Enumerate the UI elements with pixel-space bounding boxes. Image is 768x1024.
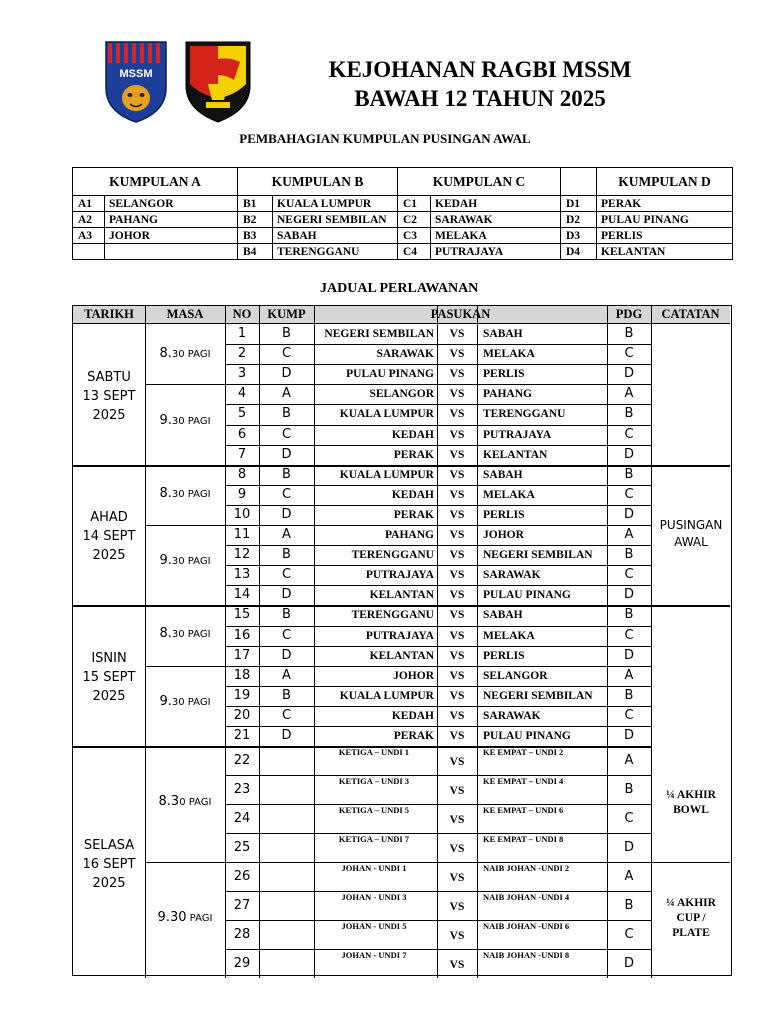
group-team — [105, 244, 238, 260]
header-tarikh: TARIKH — [84, 307, 134, 321]
match-group: D — [281, 728, 292, 743]
pitch: B — [624, 607, 634, 623]
match-group: D — [281, 587, 292, 603]
team-away: NAIB JOHAN -UNDI 6 — [483, 921, 570, 932]
day-year: 2025 — [92, 876, 126, 891]
vs-label: VS — [449, 448, 465, 461]
day-saturday — [73, 368, 145, 425]
team-home: PERAK — [393, 448, 434, 461]
pitch: C — [624, 486, 634, 502]
team-away: KE EMPAT – UNDI 4 — [483, 776, 564, 787]
group-header-d-spacer — [561, 168, 597, 196]
match-group — [259, 746, 314, 775]
team-away: SABAH — [483, 609, 523, 622]
match-group: B — [282, 406, 291, 422]
group-team: SELANGOR — [105, 196, 238, 212]
vs-label: VS — [449, 901, 465, 914]
team-away: KELANTAN — [483, 448, 548, 461]
pitch: C — [624, 346, 634, 362]
team-home: KUALA LUMPUR — [339, 408, 434, 421]
vs-label: VS — [449, 689, 465, 702]
match-number: 20 — [233, 707, 251, 723]
header-pasukan: PASUKAN — [430, 307, 491, 321]
group-team: NEGERI SEMBILAN — [273, 212, 398, 228]
group-team: PULAU PINANG — [597, 212, 733, 228]
team-home: KETIGA – UNDI 7 — [338, 834, 410, 845]
match-schedule — [72, 305, 732, 976]
match-group: C — [281, 707, 292, 723]
pitch: C — [624, 811, 634, 827]
team-away: KE EMPAT – UNDI 8 — [483, 834, 564, 845]
header-no: NO — [232, 307, 252, 321]
vs-label: VS — [449, 589, 465, 602]
team-away: JOHOR — [483, 529, 524, 541]
group-code: D2 — [561, 212, 597, 228]
group-code: B4 — [238, 244, 273, 260]
group-team: KUALA LUMPUR — [273, 196, 398, 212]
match-number: 6 — [237, 426, 247, 442]
pitch: D — [623, 366, 634, 382]
team-away: PERLIS — [483, 368, 525, 381]
team-away: MELAKA — [483, 488, 535, 501]
match-group: B — [282, 547, 291, 563]
group-team: SARAWAK — [431, 212, 561, 228]
pitch: C — [624, 707, 634, 723]
match-group: C — [281, 627, 292, 643]
match-group: D — [281, 506, 292, 522]
match-number: 1 — [237, 326, 247, 341]
vs-label: VS — [449, 428, 465, 441]
group-header-c: KUMPULAN C — [398, 168, 561, 196]
match-number: 13 — [233, 567, 251, 583]
team-home: KEDAH — [391, 428, 434, 441]
group-row — [73, 244, 733, 260]
group-header-d: KUMPULAN D — [597, 168, 733, 196]
schedule-header-row — [73, 306, 730, 324]
vs-label: VS — [449, 930, 465, 943]
team-home: KELANTAN — [369, 589, 434, 602]
group-code: B3 — [238, 228, 273, 244]
match-group: C — [281, 426, 292, 442]
match-number: 17 — [233, 647, 251, 663]
vs-label: VS — [449, 609, 465, 622]
group-code: C4 — [398, 244, 431, 260]
match-group — [259, 775, 314, 804]
team-home: JOHAN - UNDI 7 — [341, 950, 407, 961]
group-code: C2 — [398, 212, 431, 228]
team-home: PUTRAJAYA — [365, 569, 434, 582]
match-number: 9 — [237, 486, 247, 502]
group-team: PERLIS — [597, 228, 733, 244]
pitch: A — [624, 386, 634, 402]
team-home: JOHAN - UNDI 1 — [341, 863, 407, 874]
team-away: SARAWAK — [483, 569, 541, 582]
team-away: NAIB JOHAN -UNDI 8 — [483, 950, 570, 961]
team-home: TERENGGANU — [351, 549, 434, 562]
group-code: D3 — [561, 228, 597, 244]
vs-label: VS — [449, 669, 465, 682]
match-group — [259, 833, 314, 862]
pitch: B — [624, 326, 634, 341]
team-away: PERLIS — [483, 649, 525, 662]
pitch: C — [624, 627, 634, 643]
time-slot: 8.30 PAGI — [159, 346, 211, 361]
day-year: 2025 — [92, 689, 126, 704]
mssm-logo-text: MSSM — [119, 68, 153, 80]
day-name: AHAD — [90, 510, 128, 525]
group-code: A3 — [73, 228, 105, 244]
team-home: SARAWAK — [376, 348, 434, 361]
group-code: D1 — [561, 196, 597, 212]
match-number: 16 — [233, 627, 251, 643]
team-home: PERAK — [393, 730, 434, 742]
time-slot: 9.30 PAGI — [159, 413, 211, 428]
group-code: D4 — [561, 244, 597, 260]
team-away: SABAH — [483, 328, 523, 340]
group-team: KEDAH — [431, 196, 561, 212]
group-team: JOHOR — [105, 228, 238, 244]
match-number: 26 — [233, 869, 251, 885]
match-group: B — [282, 326, 291, 341]
group-code: C1 — [398, 196, 431, 212]
group-team: KELANTAN — [597, 244, 733, 260]
team-away: PAHANG — [483, 388, 532, 401]
header-kump: KUMP — [267, 307, 306, 321]
note-pusingan-awal: PUSINGAN AWAL — [659, 518, 723, 549]
team-away: SELANGOR — [483, 669, 548, 682]
schedule-title: JADUAL PERLAWANAN — [320, 281, 479, 296]
vs-label: VS — [449, 549, 465, 562]
team-home: NEGERI SEMBILAN — [324, 328, 434, 340]
pitch: A — [624, 869, 634, 885]
group-code: A1 — [73, 196, 105, 212]
negeri-sembilan-crest — [184, 40, 252, 124]
team-away: NAIB JOHAN -UNDI 2 — [483, 863, 570, 874]
team-home: JOHAN - UNDI 3 — [341, 892, 407, 903]
grid-line — [651, 306, 652, 978]
pitch: D — [623, 728, 634, 743]
header-pdg: PDG — [615, 307, 643, 321]
match-group: A — [282, 386, 291, 402]
match-number: 10 — [233, 506, 251, 522]
team-home: KETIGA – UNDI 5 — [338, 805, 410, 816]
vs-label: VS — [449, 959, 465, 972]
team-home: PAHANG — [385, 529, 434, 541]
time-slot: 8.30 PAGI — [159, 486, 211, 501]
vs-label: VS — [449, 756, 465, 769]
team-home: KUALA LUMPUR — [339, 689, 434, 702]
vs-label: VS — [449, 649, 465, 662]
day-name: SELASA — [83, 838, 135, 853]
team-home: KEDAH — [391, 709, 434, 722]
match-group: B — [282, 687, 291, 703]
match-group — [259, 891, 314, 920]
match-group: A — [282, 527, 291, 542]
vs-label: VS — [449, 529, 465, 541]
match-number: 8 — [237, 466, 247, 482]
team-home: JOHAN - UNDI 5 — [341, 921, 407, 932]
day-name: ISNIN — [91, 651, 127, 666]
team-home: KEDAH — [391, 488, 434, 501]
day-date: 16 SEPT — [82, 857, 136, 872]
pitch: A — [624, 667, 634, 683]
match-number: 12 — [233, 547, 251, 563]
match-number: 23 — [233, 782, 251, 798]
note-quarter-final-cup-plate: ¼ AKHIR CUP / PLATE — [666, 897, 716, 939]
match-number: 29 — [233, 956, 251, 972]
match-group — [259, 920, 314, 949]
day-monday — [73, 649, 145, 706]
team-away: MELAKA — [483, 629, 535, 642]
match-group: D — [281, 647, 292, 663]
group-header-b: KUMPULAN B — [238, 168, 398, 196]
time-slot: 9.30 PAGI — [157, 910, 213, 925]
pitch: D — [623, 587, 634, 603]
match-group: B — [282, 607, 291, 623]
grid-line — [145, 306, 146, 978]
team-away: MELAKA — [483, 348, 535, 361]
match-number: 2 — [237, 346, 247, 362]
match-group — [259, 862, 314, 891]
day-tuesday — [73, 836, 145, 893]
team-away: PULAU PINANG — [483, 730, 571, 742]
team-home: KELANTAN — [369, 649, 434, 662]
match-group: C — [281, 567, 292, 583]
group-header-a: KUMPULAN A — [73, 168, 238, 196]
day-sunday — [73, 508, 145, 565]
team-home: KETIGA – UNDI 1 — [338, 747, 410, 758]
group-row — [73, 196, 733, 212]
pitch: D — [623, 956, 634, 972]
pitch: C — [624, 426, 634, 442]
day-date: 14 SEPT — [82, 529, 136, 544]
match-number: 22 — [233, 753, 251, 769]
pitch: B — [624, 466, 634, 482]
match-group: D — [281, 446, 292, 462]
group-team: SABAH — [273, 228, 398, 244]
pitch: D — [623, 647, 634, 663]
group-code: A2 — [73, 212, 105, 228]
vs-label: VS — [449, 368, 465, 381]
vs-label: VS — [449, 488, 465, 501]
mssm-logo — [104, 40, 168, 124]
team-away: NEGERI SEMBILAN — [483, 549, 593, 562]
vs-label: VS — [449, 408, 465, 421]
team-home: SELANGOR — [369, 388, 434, 401]
match-number: 25 — [233, 840, 251, 856]
time-slot: 8.30 PAGI — [159, 626, 211, 641]
vs-label: VS — [449, 629, 465, 642]
group-code — [73, 244, 105, 260]
vs-label: VS — [449, 872, 465, 885]
group-row — [73, 228, 733, 244]
pitch: B — [624, 406, 634, 422]
match-number: 19 — [233, 687, 251, 703]
group-team: PERAK — [597, 196, 733, 212]
match-group: C — [281, 486, 292, 502]
team-away: NEGERI SEMBILAN — [483, 689, 593, 702]
match-number: 21 — [233, 728, 251, 743]
team-home: KUALA LUMPUR — [339, 468, 434, 481]
group-code: B1 — [238, 196, 273, 212]
header-masa: MASA — [166, 307, 204, 321]
team-away: KE EMPAT – UNDI 6 — [483, 805, 564, 816]
day-year: 2025 — [92, 548, 126, 563]
team-away: KE EMPAT – UNDI 2 — [483, 747, 564, 758]
vs-label: VS — [449, 843, 465, 856]
day-name: SABTU — [87, 370, 131, 385]
document-title-line1: KEJOHANAN RAGBI MSSM — [328, 57, 632, 82]
pitch: B — [624, 547, 634, 563]
team-away: PULAU PINANG — [483, 589, 571, 602]
group-header-row — [73, 168, 733, 196]
pitch: A — [624, 527, 634, 542]
team-home: KETIGA – UNDI 3 — [338, 776, 410, 787]
vs-label: VS — [449, 388, 465, 401]
team-away: SARAWAK — [483, 709, 541, 722]
match-group — [259, 949, 314, 978]
match-number: 27 — [233, 898, 251, 914]
match-number: 7 — [237, 446, 247, 462]
group-team: MELAKA — [431, 228, 561, 244]
match-group: C — [281, 346, 292, 362]
pitch: D — [623, 506, 634, 522]
group-row — [73, 212, 733, 228]
vs-label: VS — [449, 328, 465, 340]
team-away: PERLIS — [483, 508, 525, 521]
pitch: D — [623, 840, 634, 856]
vs-label: VS — [449, 468, 465, 481]
match-group: D — [281, 366, 292, 382]
header-catatan: CATATAN — [661, 307, 720, 321]
pitch: B — [624, 782, 634, 798]
match-group — [259, 804, 314, 833]
match-group: B — [282, 466, 291, 482]
note-quarter-final-bowl: ¼ AKHIR BOWL — [666, 789, 716, 816]
document-title-line2: BAWAH 12 TAHUN 2025 — [354, 86, 606, 111]
group-section-title: PEMBAHAGIAN KUMPULAN PUSINGAN AWAL — [239, 131, 531, 146]
pitch: B — [624, 687, 634, 703]
pitch: D — [623, 446, 634, 462]
match-number: 5 — [237, 406, 247, 422]
vs-label: VS — [449, 709, 465, 722]
match-group: A — [282, 667, 291, 683]
team-away: TERENGGANU — [483, 408, 566, 421]
vs-label: VS — [449, 730, 465, 742]
day-year: 2025 — [92, 408, 126, 423]
group-team: PUTRAJAYA — [431, 244, 561, 260]
vs-label: VS — [449, 785, 465, 798]
team-home: PERAK — [393, 508, 434, 521]
team-away: NAIB JOHAN -UNDI 4 — [483, 892, 570, 903]
vs-label: VS — [449, 508, 465, 521]
pitch: C — [624, 567, 634, 583]
time-slot: 8.30 PAGI — [158, 794, 212, 809]
time-slot: 9.30 PAGI — [159, 553, 211, 568]
pitch: C — [624, 927, 634, 943]
group-code: C3 — [398, 228, 431, 244]
match-number: 24 — [233, 811, 251, 827]
team-home: PUTRAJAYA — [365, 629, 434, 642]
day-date: 15 SEPT — [82, 670, 136, 685]
team-home: PULAU PINANG — [346, 368, 434, 381]
match-number: 28 — [233, 927, 251, 943]
day-date: 13 SEPT — [82, 389, 136, 404]
team-home: TERENGGANU — [351, 609, 434, 622]
team-away: SABAH — [483, 468, 523, 481]
match-number: 14 — [233, 587, 251, 603]
team-away: PUTRAJAYA — [483, 428, 552, 441]
team-home: JOHOR — [393, 669, 434, 682]
vs-label: VS — [449, 569, 465, 582]
group-team: TERENGGANU — [273, 244, 398, 260]
group-table — [72, 167, 733, 260]
group-code: B2 — [238, 212, 273, 228]
match-number: 4 — [237, 386, 247, 402]
match-number: 11 — [233, 527, 251, 542]
match-number: 18 — [233, 667, 251, 683]
vs-label: VS — [449, 348, 465, 361]
pitch: B — [624, 898, 634, 914]
vs-label: VS — [449, 814, 465, 827]
time-slot: 9.30 PAGI — [159, 694, 211, 709]
match-number: 15 — [233, 607, 251, 623]
group-team: PAHANG — [105, 212, 238, 228]
match-number: 3 — [237, 366, 247, 382]
pitch: A — [624, 753, 634, 769]
